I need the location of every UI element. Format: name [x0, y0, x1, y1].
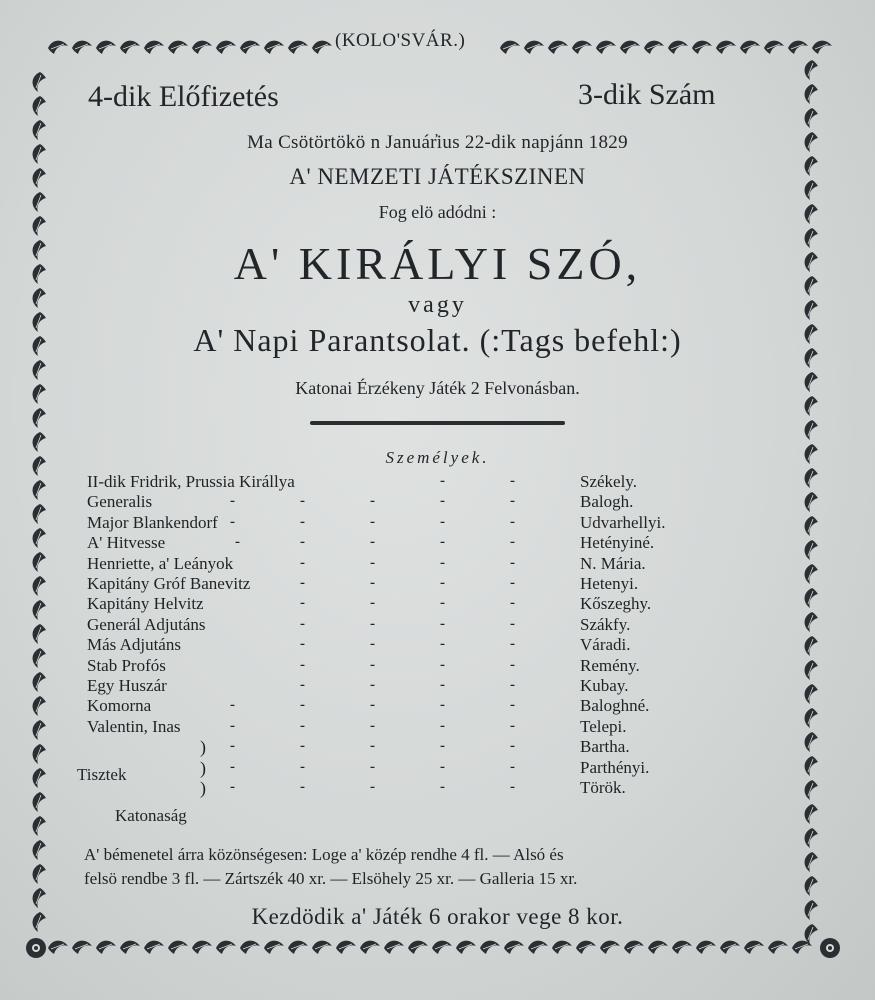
border-leaf	[33, 504, 46, 524]
cast-actor: Kőszeghy.	[580, 594, 652, 614]
leader-dash: -	[440, 534, 445, 551]
border-leaf	[168, 941, 188, 954]
border-leaf	[805, 564, 818, 584]
cast-role: Generál Adjutáns	[87, 614, 206, 634]
subscription-number: 4-dik Előfizetés	[88, 80, 279, 113]
border-leaf	[360, 941, 380, 954]
leader-dash: -	[510, 738, 515, 755]
play-subtitle: A' Napi Parantsolat. (:Tags befehl:)	[193, 322, 682, 358]
leader-dash: -	[300, 513, 305, 530]
leader-dash: -	[370, 493, 375, 510]
border-leaf	[384, 941, 404, 954]
city-label: (KOLO'SVÁR.)	[335, 30, 466, 51]
leader-dash: -	[440, 513, 445, 530]
border-leaf	[768, 941, 788, 954]
leader-dash: -	[300, 493, 305, 510]
leader-dash: -	[300, 656, 305, 673]
border-leaf	[96, 41, 116, 54]
divider-rule	[310, 421, 565, 425]
bracket-mark: )	[200, 757, 206, 778]
border-leaf	[805, 732, 818, 752]
leader-dash: -	[370, 758, 375, 775]
border-leaf	[812, 41, 832, 54]
border-leaf	[33, 408, 46, 428]
border-leaf	[72, 941, 92, 954]
leader-dash: -	[440, 473, 445, 489]
border-leaf	[33, 744, 46, 764]
leader-dash: -	[370, 615, 375, 632]
border-leaf	[805, 828, 818, 848]
leader-dash: -	[510, 758, 515, 775]
border-leaf	[805, 708, 818, 728]
leader-dash: -	[440, 575, 445, 591]
cast-actor: Hetényiné.	[580, 533, 655, 553]
border-leaf	[644, 41, 664, 54]
leader-dash: -	[510, 717, 515, 734]
border-leaf	[672, 941, 692, 954]
border-leaf	[33, 816, 46, 836]
leader-dash: -	[440, 636, 445, 653]
price-line: A' bémenetel árra közönségesen: Loge a' közép rendhe 4 fl. — Alsó és	[84, 845, 564, 864]
border-leaf	[805, 780, 818, 800]
border-leaf	[144, 941, 164, 954]
border-leaf	[72, 41, 92, 54]
leader-dash: -	[440, 779, 445, 795]
border-leaf	[620, 41, 640, 54]
cast-role: Egy Huszár	[87, 676, 167, 695]
border-leaf	[33, 672, 46, 692]
leader-dash: -	[510, 656, 515, 673]
border-leaf	[192, 941, 212, 954]
officer-actor: Török.	[580, 778, 626, 797]
cast-role: Stab Profós	[87, 655, 166, 675]
leader-dash: -	[440, 554, 445, 571]
leader-dash: -	[440, 493, 445, 510]
border-leaf	[805, 420, 818, 440]
border-leaf	[168, 41, 188, 54]
leader-dash: -	[300, 677, 305, 693]
bracket-mark: )	[200, 737, 206, 758]
cast-actor: N. Mária.	[580, 553, 646, 573]
leader-dash: -	[440, 595, 445, 612]
bracket-mark: )	[200, 778, 206, 798]
border-leaf	[33, 552, 46, 572]
leader-dash: -	[300, 554, 305, 571]
officer-actor: Parthényi.	[580, 757, 650, 777]
border-leaf	[240, 41, 260, 54]
border-leaf	[805, 588, 818, 608]
border-leaf	[33, 648, 46, 668]
border-leaf	[336, 941, 356, 954]
cast-role: Generalis	[87, 492, 153, 512]
leader-dash: -	[510, 595, 515, 612]
border-leaf	[788, 41, 808, 54]
border-leaf	[33, 720, 46, 740]
border-leaf	[805, 876, 818, 896]
leader-dash: -	[440, 717, 445, 734]
soldiers-label: Katonaság	[115, 806, 187, 825]
cast-role: A' Hitvesse	[87, 533, 166, 553]
border-leaf	[288, 41, 308, 54]
leader-dash: -	[300, 534, 305, 551]
border-leaf	[805, 636, 818, 656]
cast-role: II-dik Fridrik, Prussia Királlya	[87, 472, 295, 491]
officers-label: Tisztek	[77, 765, 127, 784]
leader-dash: -	[230, 493, 235, 510]
border-leaf	[264, 941, 284, 954]
border-leaf	[744, 941, 764, 954]
border-leaf	[480, 941, 500, 954]
border-leaf	[805, 468, 818, 488]
cast-role: Más Adjutáns	[87, 635, 181, 655]
border-leaf	[624, 941, 644, 954]
leader-dash: -	[370, 697, 375, 714]
border-leaf	[805, 60, 818, 80]
border-leaf	[524, 41, 544, 54]
leader-dash: -	[440, 656, 445, 673]
theatre-name: A' NEMZETI JÁTÉKSZINEN	[289, 164, 586, 189]
border-leaf	[33, 576, 46, 596]
leader-dash: -	[370, 738, 375, 755]
date-line: Ma Csötörtökö n Január̓ius 22-dik napjánn 1829	[247, 132, 628, 153]
cast-role: Kapitány Gróf Banevitz	[87, 574, 251, 593]
border-leaf	[805, 660, 818, 680]
border-leaf	[33, 864, 46, 884]
cast-actor: Hetenyi.	[580, 574, 639, 593]
border-leaf	[764, 41, 784, 54]
cast-actor: Baloghné.	[580, 696, 650, 716]
cast-heading: Személyek.	[385, 448, 490, 467]
leader-dash: -	[510, 493, 515, 510]
cast-actor: Váradi.	[580, 635, 631, 655]
border-leaf	[408, 941, 428, 954]
border-leaf	[648, 941, 668, 954]
issue-number: 3-dik Szám	[578, 78, 716, 111]
border-leaf	[716, 41, 736, 54]
border-leaf	[500, 41, 520, 54]
border-leaf	[33, 792, 46, 812]
leader-dash: -	[440, 615, 445, 632]
leader-dash: -	[370, 575, 375, 591]
border-leaf	[120, 41, 140, 54]
border-leaf	[216, 41, 236, 54]
border-leaf	[48, 941, 68, 954]
border-leaf	[528, 941, 548, 954]
leader-dash: -	[300, 717, 305, 734]
leader-dash: -	[300, 697, 305, 714]
leader-dash: -	[440, 677, 445, 693]
border-leaf	[692, 41, 712, 54]
border-leaf	[33, 696, 46, 716]
leader-dash: -	[370, 636, 375, 653]
cast-actor: Szákfy.	[580, 614, 631, 634]
border-leaf	[120, 941, 140, 954]
border-leaf	[504, 941, 524, 954]
border-leaf	[805, 804, 818, 824]
leader-dash: -	[300, 595, 305, 612]
border-leaf	[548, 41, 568, 54]
play-genre: Katonai Érzékeny Játék 2 Felvonásban.	[295, 378, 580, 398]
cast-role: Komorna	[87, 696, 152, 716]
border-leaf	[696, 941, 716, 954]
border-leaf	[33, 624, 46, 644]
leader-dash: -	[510, 554, 515, 571]
start-time: Kezdödik a' Játék 6 orakor vege 8 kor.	[251, 904, 624, 929]
leader-dash: -	[510, 677, 515, 693]
border-leaf	[805, 540, 818, 560]
border-leaf	[33, 480, 46, 500]
leader-dash: -	[440, 697, 445, 714]
border-leaf	[312, 41, 332, 54]
price-list	[84, 843, 784, 891]
border-leaf	[805, 852, 818, 872]
play-title: A' KIRÁLYI SZÓ,	[233, 238, 642, 289]
leader-dash: -	[510, 779, 515, 795]
border-leaf	[33, 840, 46, 860]
leader-dash: -	[370, 677, 375, 693]
leader-dash: -	[300, 779, 305, 795]
border-leaf	[33, 528, 46, 548]
leader-dash: -	[230, 513, 235, 530]
leader-dash: -	[300, 575, 305, 591]
leader-dash: -	[370, 717, 375, 734]
officer-actor: Bartha.	[580, 737, 630, 757]
border-leaf	[33, 768, 46, 788]
border-leaf	[33, 360, 46, 380]
leader-dash: -	[370, 656, 375, 673]
cast-actor: Remény.	[580, 655, 640, 675]
or-connector: vagy	[408, 292, 467, 318]
border-leaf	[312, 941, 332, 954]
leader-dash: -	[300, 738, 305, 755]
cast-actor: Telepi.	[580, 716, 627, 736]
border-leaf	[668, 41, 688, 54]
cast-role: Major Blankendorf	[87, 512, 218, 532]
border-leaf	[48, 41, 68, 54]
border-leaf	[805, 612, 818, 632]
leader-dash: -	[510, 615, 515, 632]
border-leaf	[432, 941, 452, 954]
border-leaf	[216, 941, 236, 954]
leader-dash: -	[300, 758, 305, 775]
border-leaf	[805, 516, 818, 536]
border-leaf	[572, 41, 592, 54]
border-leaf	[192, 41, 212, 54]
border-leaf	[33, 72, 46, 92]
leader-dash: -	[370, 595, 375, 612]
leader-dash: -	[230, 779, 235, 795]
border-leaf	[805, 492, 818, 512]
border-leaf	[805, 84, 818, 104]
leader-dash: -	[440, 758, 445, 775]
border-leaf	[456, 941, 476, 954]
border-leaf	[576, 941, 596, 954]
border-leaf	[740, 41, 760, 54]
cast-actor: Kubay.	[580, 676, 629, 695]
leader-dash: -	[235, 534, 240, 551]
border-leaf	[240, 941, 260, 954]
cast-actor: Balogh.	[580, 492, 634, 512]
border-leaf	[33, 96, 46, 116]
cast-role: Kapitány Helvitz	[87, 594, 204, 614]
leader-dash: -	[230, 717, 235, 734]
leader-dash: -	[440, 738, 445, 755]
border-leaf	[96, 941, 116, 954]
cast-role: Henriette, a' Leányok	[87, 553, 234, 573]
border-leaf	[600, 941, 620, 954]
leader-dash: -	[370, 534, 375, 551]
leader-dash: -	[510, 513, 515, 530]
leader-dash: -	[230, 738, 235, 755]
border-leaf	[552, 941, 572, 954]
border-leaf	[805, 684, 818, 704]
leader-dash: -	[300, 615, 305, 632]
border-leaf	[596, 41, 616, 54]
border-leaf	[288, 941, 308, 954]
leader-dash: -	[510, 534, 515, 551]
leader-dash: -	[510, 575, 515, 591]
border-leaf	[805, 108, 818, 128]
leader-dash: -	[510, 473, 515, 489]
announcement: Fog elö adódni :	[378, 202, 497, 222]
price-line: felsö rendbe 3 fl. — Zártszék 40 xr. — Elsöhely 25 xr. — Galleria 15 xr.	[84, 869, 578, 888]
corner-rosette	[26, 938, 46, 958]
cast-role: Valentin, Inas	[87, 716, 181, 736]
leader-dash: -	[300, 636, 305, 653]
leader-dash: -	[230, 697, 235, 714]
border-leaf	[720, 941, 740, 954]
leader-dash: -	[370, 779, 375, 795]
border-leaf	[264, 41, 284, 54]
leader-dash: -	[510, 697, 515, 714]
border-leaf	[805, 396, 818, 416]
leader-dash: -	[370, 513, 375, 530]
border-leaf	[144, 41, 164, 54]
leader-dash: -	[230, 758, 235, 775]
cast-actor: Székely.	[580, 472, 637, 491]
border-leaf	[33, 600, 46, 620]
leader-dash: -	[510, 636, 515, 653]
border-leaf	[805, 756, 818, 776]
cast-actor: Udvarhellyi.	[580, 512, 666, 532]
leader-dash: -	[370, 554, 375, 571]
corner-rosette	[820, 938, 840, 958]
